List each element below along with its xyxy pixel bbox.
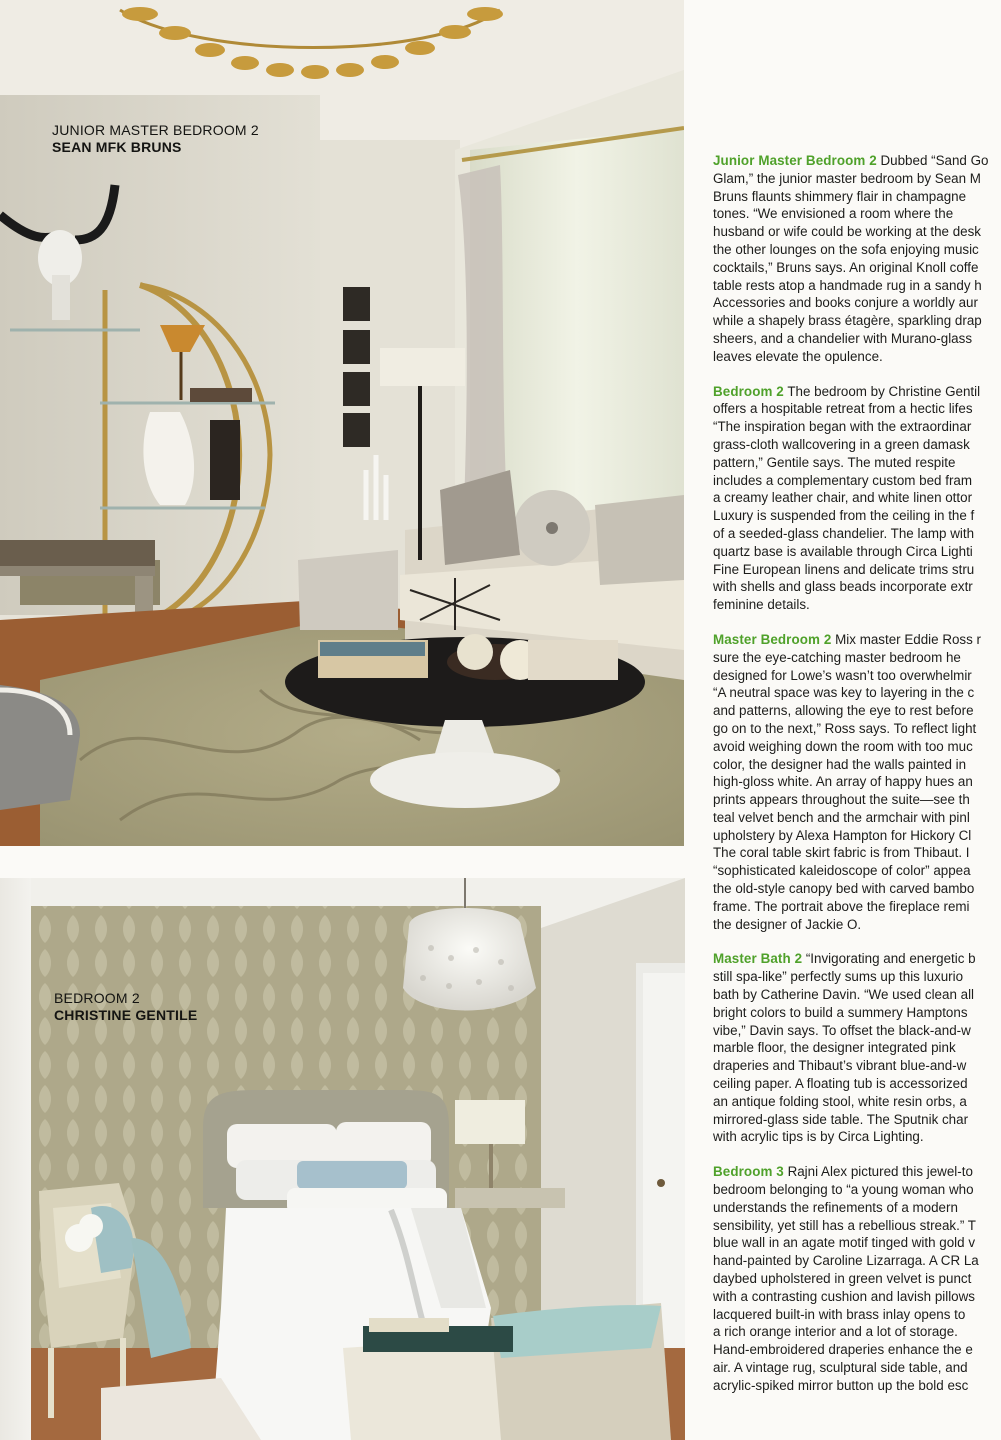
- paragraph-heading: Bedroom 2: [713, 383, 784, 399]
- paragraph-bedroom-3: Bedroom 3 Rajni Alex pictured this jewel-to bedroom belonging to “a young woman who understands the refinements of a modern sensibility, yet still has a rebellious streak.” T blue wall in an agate motif tinged with gold v hand-painted by Caroline Lizarraga. A CR La daybed upholstered in green velvet is punct with a contrasting cushion and lavish pillows lacquered built-in with brass inlay opens to a rich orange interior and a lot of storage. Hand-embroidered draperies enhance the e air. A vintage rug, sculptural side table, and acrylic-spiked mirror button up the bold esc: [713, 1164, 979, 1393]
- paragraph-heading: Junior Master Bedroom 2: [713, 153, 877, 168]
- photo-bedroom-2-illustration: [31, 878, 685, 1440]
- page-gutter: [0, 846, 684, 878]
- paragraph-heading: Master Bedroom 2: [713, 631, 832, 647]
- paragraph-heading: Bedroom 3: [713, 1164, 784, 1180]
- article-text-column: [713, 152, 1001, 1412]
- caption-designer-name: CHRISTINE GENTILE: [54, 1007, 198, 1023]
- paragraph-junior-master-bedroom: Junior Master Bedroom 2 Dubbed “Sand Go Glam,” the junior master bedroom by Sean M Bruns flaunts shimmery flair in champagne tones. “We envisioned a room where the husband or wife could be working at the desk the other lounges on the sofa enjoying music cocktails,” Bruns says. An original Knoll coffe table rests atop a handmade rug in a sandy h Accessories and books conjure a worldly aur while a shapely brass étagère, sparkling drap sheers, and a chandelier with Murano-glass leaves elevate the opulence.: [713, 153, 989, 364]
- caption-junior-master-bedroom: [52, 122, 259, 156]
- paragraph-master-bedroom-2: Master Bedroom 2 Mix master Eddie Ross r sure the eye-catching master bedroom he designed for Lowe’s wasn’t too overwhelmir “A neutral space was key to layering in the c and patterns, allowing the eye to rest before go on to the next,” Ross says. To reflect light avoid weighing down the room with too muc color, the designer had the walls painted in high-gloss white. An array of happy hues an prints appears throughout the suite—see th teal velvet bench and the armchair with pinl upholstery by Alexa Hampton for Hickory Cl The coral table skirt fabric is from Thibaut. I “sophisticated kaleidoscope of color” appea the old-style canopy bed with carved bambo frame. The portrait above the fireplace remi the designer of Jackie O.: [713, 631, 982, 932]
- caption-designer-name: SEAN MFK BRUNS: [52, 139, 182, 155]
- caption-room-name: JUNIOR MASTER BEDROOM 2: [52, 122, 259, 138]
- paragraph-bedroom-2: Bedroom 2 The bedroom by Christine Gentil offers a hospitable retreat from a hectic lifes “The inspiration began with the extraordinar grass-cloth wallcovering in a green damask pattern,” Gentile says. The muted respite includes a complementary custom bed fram a creamy leather chair, and white linen ottor Luxury is suspended from the ceiling in the f of a seeded-glass chandelier. The lamp with quartz base is available through Circa Lighti Fine European linens and delicate trims stru with shells and glass beads incorporate extr feminine details.: [713, 383, 981, 613]
- photo-bedroom-2: [31, 878, 685, 1440]
- caption-bedroom-2: [54, 990, 197, 1024]
- page-left-margin: [0, 878, 31, 1440]
- paragraph-master-bath-2: Master Bath 2 “Invigorating and energetic b still spa-like” perfectly sums up this luxurio bath by Catherine Davin. “We used clean all bright colors to build a summery Hamptons vibe,” Davin says. To offset the black-and-w marble floor, the designer integrated pink draperies and Thibaut’s vibrant blue-and-w ceiling paper. A floating tub is accessorized an antique folding stool, white resin orbs, a mirrored-glass side table. The Sputnik char with acrylic tips is by Circa Lighting.: [713, 951, 976, 1145]
- paragraph-heading: Master Bath 2: [713, 951, 803, 967]
- caption-room-name: BEDROOM 2: [54, 990, 140, 1006]
